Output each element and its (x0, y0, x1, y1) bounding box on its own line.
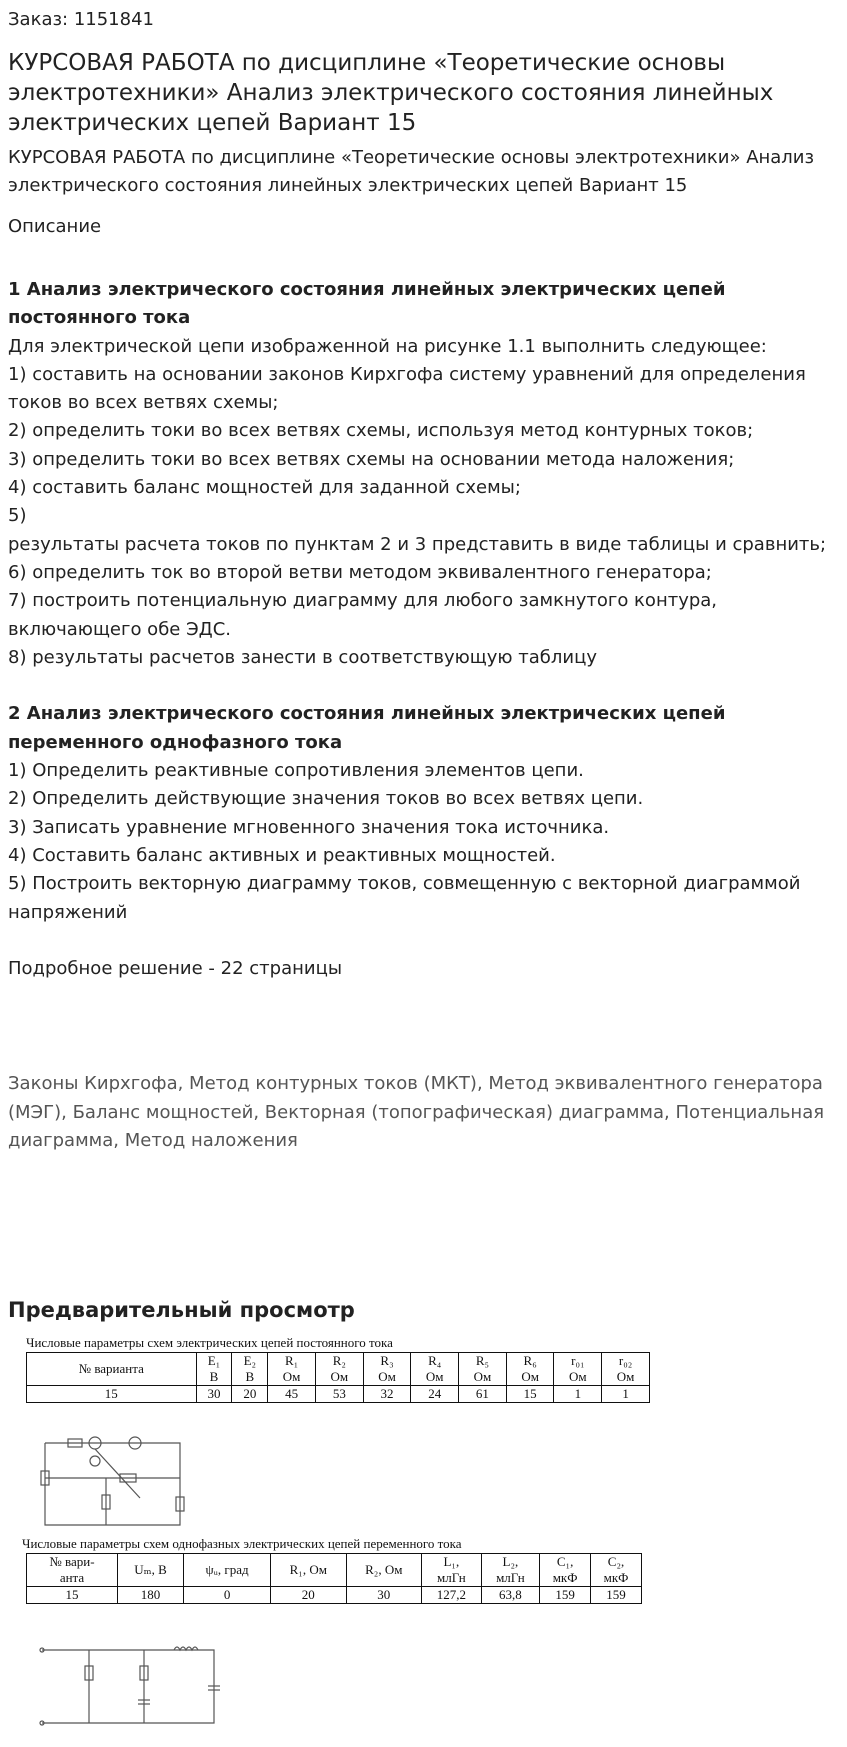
order-number: Заказ: 1151841 (8, 9, 154, 30)
lead-text: КУРСОВАЯ РАБОТА по дисциплине «Теоретические основы электротехники» Анализ электрического состояния линейных электрических цепей Вариант 15 (8, 147, 815, 196)
section1-line: 3) определить токи во всех ветвях схемы на основании метода наложения; (8, 448, 735, 470)
dc-params-table (26, 1352, 650, 1403)
dc-value-cell: 53 (315, 1386, 363, 1403)
dc-header-cell-line2: Ом (330, 1369, 349, 1384)
dc-header-cell (602, 1353, 650, 1386)
dc-value-cell: 61 (459, 1386, 507, 1403)
description-body (8, 276, 838, 983)
section1-line: 2) определить токи во всех ветвях схемы, используя метод контурных токов; (8, 420, 754, 442)
ac-header-cell (184, 1554, 271, 1587)
dc-header-cell-line1: r₀₁ (571, 1353, 585, 1368)
dc-header-cell (506, 1353, 554, 1386)
dc-header-cell-line2: Ом (473, 1369, 492, 1384)
dc-header-cell-line1: № варианта (78, 1361, 144, 1376)
dc-value-cell: 15 (506, 1386, 554, 1403)
dc-header-cell-line2: Ом (378, 1369, 396, 1384)
ac-table-caption: Числовые параметры схем однофазных электрических цепей переменного тока (22, 1536, 462, 1551)
section1-heading: 1 Анализ электрического состояния линейных электрических цепей постоянного тока (8, 279, 726, 329)
ac-header-cell-line2: мкФ (552, 1570, 578, 1585)
section1-line: 8) результаты расчетов занести в соответствующую таблицу (8, 646, 598, 668)
page-title: КУРСОВАЯ РАБОТА по дисциплине «Теоретические основы электротехники» Анализ электрического состояния линейных электрических цепей Вариант 15 (8, 50, 774, 136)
description-heading: Описание (8, 216, 102, 237)
dc-value-cell: 24 (411, 1386, 459, 1403)
ac-header-cell (422, 1554, 482, 1587)
preview-heading: Предварительный просмотр (8, 1298, 355, 1322)
dc-header-cell-line1: R₂ (332, 1353, 346, 1368)
dc-header-cell (459, 1353, 507, 1386)
ac-header-cell-line1: C₂, (607, 1554, 625, 1569)
dc-header-cell-line2: В (245, 1369, 255, 1384)
ac-value-cell: 0 (184, 1587, 271, 1604)
section1-line: 5) (8, 505, 27, 527)
section1-line: 7) построить потенциальную диаграмму для любого замкнутого контура, включающего обе ЭДС. (8, 590, 718, 640)
ac-value-cell: 180 (118, 1587, 184, 1604)
ac-header-cell (27, 1554, 118, 1587)
dc-header-cell-line1: R₅ (475, 1353, 490, 1368)
ac-header-cell-line1: № вари- (49, 1554, 95, 1569)
ac-value-cell: 20 (271, 1587, 347, 1604)
ac-header-cell (591, 1554, 642, 1587)
ac-value-cell: 30 (346, 1587, 422, 1604)
section1-line: 6) определить ток во второй ветви методом эквивалентного генератора; (8, 561, 712, 583)
ac-header-cell-line1: ψᵤ, град (205, 1562, 249, 1577)
ac-header-cell-line1: R₁, Ом (289, 1562, 327, 1577)
dc-value-cell: 15 (27, 1386, 197, 1403)
dc-header-cell (27, 1353, 197, 1386)
solution-note: Подробное решение - 22 страницы (8, 958, 343, 980)
dc-header-cell (363, 1353, 411, 1386)
ac-params-table (26, 1553, 642, 1604)
dc-value-cell: 45 (268, 1386, 316, 1403)
dc-header-cell-line1: E₂ (243, 1353, 257, 1368)
ac-header-cell-line1: Uₘ, В (134, 1562, 167, 1577)
section2-line: 1) Определить реактивные сопротивления элементов цепи. (8, 760, 584, 782)
dc-header-cell-line2: Ом (521, 1369, 539, 1384)
ac-header-cell (271, 1554, 347, 1587)
section1-line: результаты расчета токов по пунктам 2 и 3 представить в виде таблицы и сравнить; (8, 533, 827, 555)
dc-header-cell-line2: Ом (425, 1369, 444, 1384)
dc-circuit-diagram (40, 1433, 200, 1533)
ac-header-cell (118, 1554, 184, 1587)
dc-header-cell-line1: R₁ (285, 1353, 299, 1368)
dc-value-cell: 32 (363, 1386, 411, 1403)
dc-header-cell-line1: r₀₂ (618, 1353, 633, 1368)
dc-header-cell (411, 1353, 459, 1386)
dc-header-cell-line2: Ом (616, 1369, 635, 1384)
dc-header-cell-line1: R₆ (523, 1353, 537, 1368)
dc-value-cell: 1 (554, 1386, 602, 1403)
dc-value-cell: 30 (196, 1386, 232, 1403)
section2-line: 4) Составить баланс активных и реактивных мощностей. (8, 844, 556, 866)
dc-header-cell (315, 1353, 363, 1386)
ac-value-cell: 127,2 (422, 1587, 482, 1604)
dc-header-cell-line2: В (209, 1369, 219, 1384)
section2-line: 3) Записать уравнение мгновенного значения тока источника. (8, 816, 610, 838)
dc-header-cell-line1: R₄ (428, 1353, 442, 1368)
ac-header-cell-line2: млГн (496, 1570, 525, 1585)
section1-line: 1) составить на основании законов Кирхгофа систему уравнений для определения токов во всех ветвях схемы; (8, 363, 806, 414)
ac-header-cell-line2: мкФ (603, 1570, 629, 1585)
section2-heading: 2 Анализ электрического состояния линейных электрических цепей переменного однофазного тока (8, 703, 726, 753)
ac-circuit-diagram (34, 1638, 224, 1738)
dc-header-cell-line2: Ом (569, 1369, 587, 1384)
tags-list[interactable]: Законы Кирхгофа, Метод контурных токов (МКТ), Метод эквивалентного генератора (МЭГ), Баланс мощностей, Векторная (топографическая) диаграмма, Потенциальная диаграмма, Метод наложения (8, 1073, 825, 1151)
ac-header-cell-line2: млГн (437, 1570, 466, 1585)
ac-header-cell (481, 1554, 540, 1587)
dc-header-cell (196, 1353, 232, 1386)
dc-header-cell-line1: R₃ (380, 1353, 394, 1368)
dc-header-cell (554, 1353, 602, 1386)
ac-header-cell-line1: C₁, (556, 1554, 574, 1569)
dc-value-cell: 20 (232, 1386, 268, 1403)
dc-header-cell (268, 1353, 316, 1386)
ac-header-cell-line1: L₁, (443, 1554, 460, 1569)
section1-line: Для электрической цепи изображенной на рисунке 1.1 выполнить следующее: (8, 335, 767, 357)
ac-header-cell-line1: R₂, Ом (365, 1562, 403, 1577)
section2-line: 2) Определить действующие значения токов во всех ветвях цепи. (8, 788, 644, 810)
dc-header-cell-line2: Ом (282, 1369, 301, 1384)
ac-header-cell (540, 1554, 591, 1587)
dc-table-caption: Числовые параметры схем электрических цепей постоянного тока (26, 1335, 393, 1350)
ac-header-cell-line1: L₂, (502, 1554, 519, 1569)
ac-header-cell-line2: анта (59, 1570, 85, 1585)
dc-header-cell-line1: E₁ (207, 1353, 221, 1368)
dc-header-cell (232, 1353, 268, 1386)
ac-header-cell (346, 1554, 422, 1587)
preview-image (20, 1333, 680, 1743)
ac-value-cell: 63,8 (481, 1587, 540, 1604)
dc-value-cell: 1 (602, 1386, 650, 1403)
ac-value-cell: 159 (540, 1587, 591, 1604)
section2-line: 5) Построить векторную диаграмму токов, совмещенную с векторной диаграммой напряжений (8, 873, 801, 923)
section1-line: 4) составить баланс мощностей для заданной схемы; (8, 477, 521, 499)
ac-value-cell: 15 (27, 1587, 118, 1604)
ac-value-cell: 159 (591, 1587, 642, 1604)
